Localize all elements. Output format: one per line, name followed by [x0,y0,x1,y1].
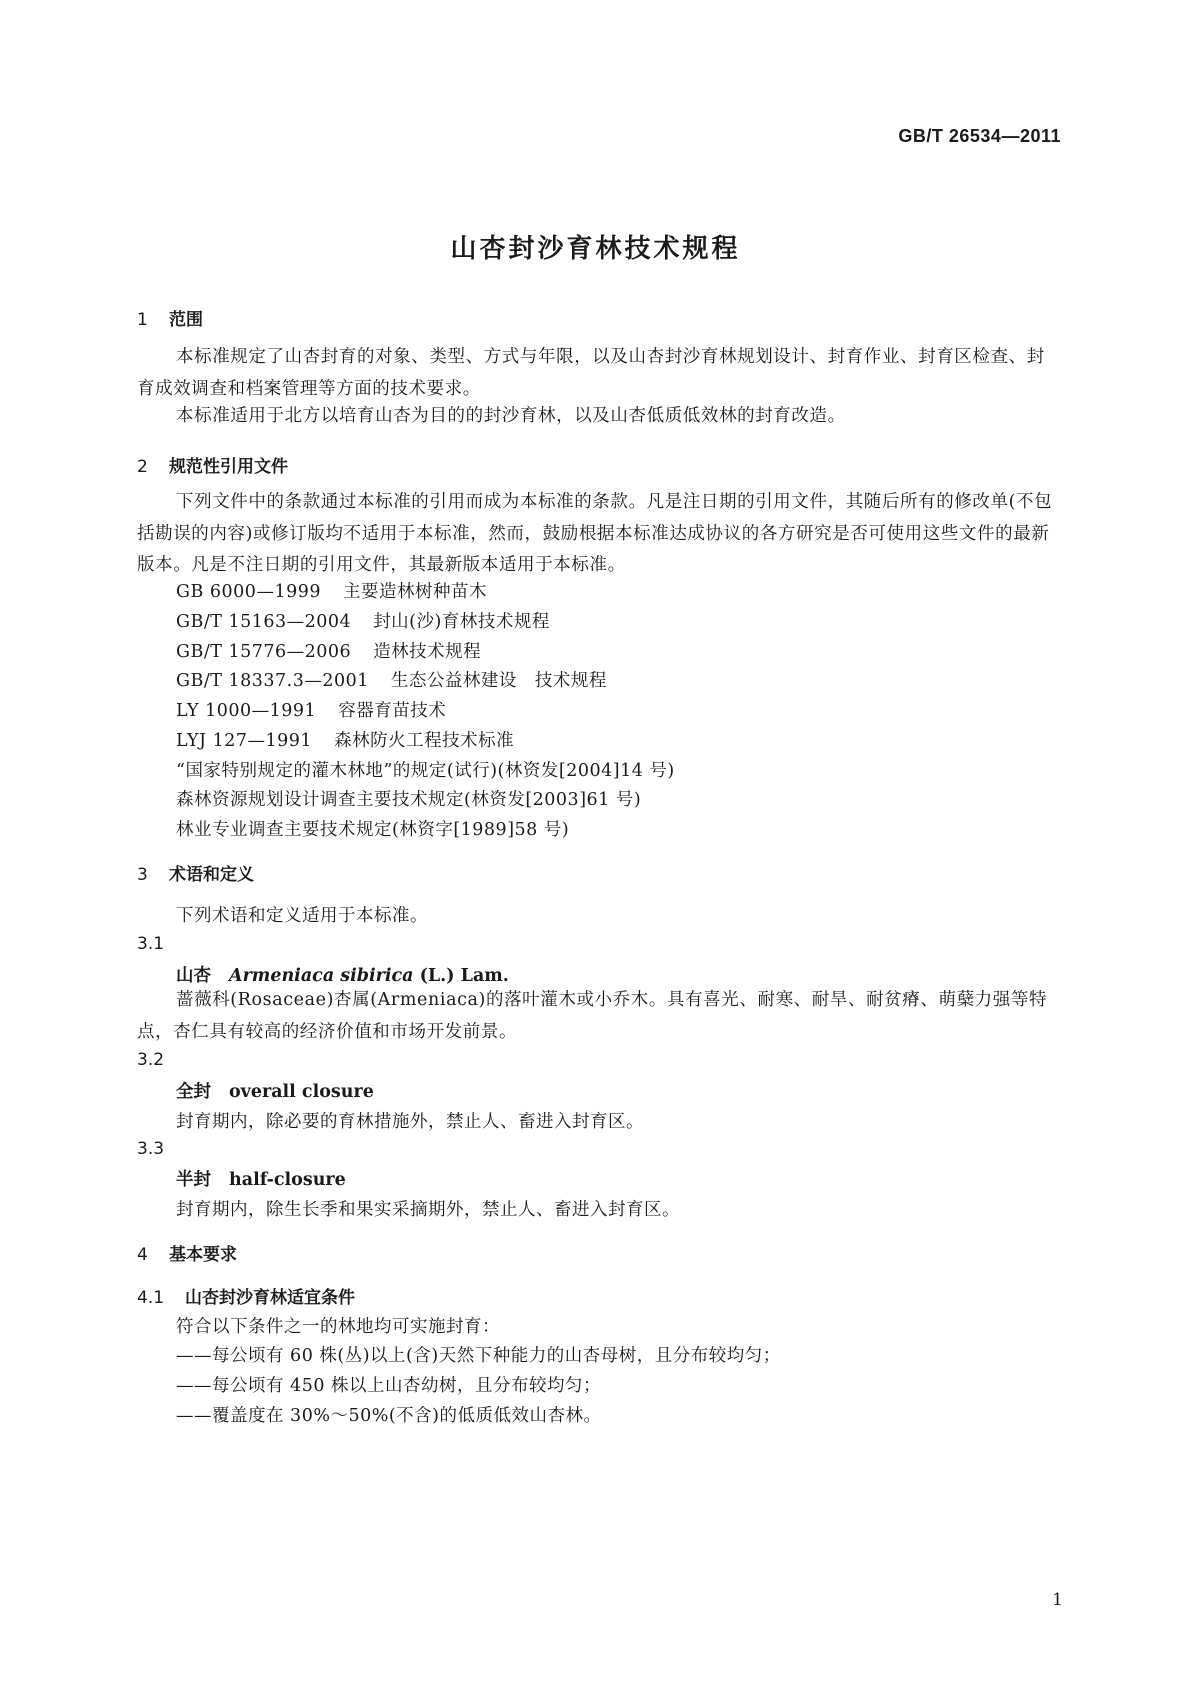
reference-title: 封山(沙)育林技术规程 [373,612,550,632]
reference-code: LY 1000—1991 [176,701,317,721]
reference-item: 林业专业调查主要技术规定(林资字[1989]58 号) [176,820,570,840]
page-number: 1 [1052,1590,1063,1610]
section-1-heading [137,305,203,330]
term-chinese: 半封 [176,1170,211,1190]
section-4-heading [137,1240,237,1265]
reference-title: 造林技术规程 [373,642,482,662]
section-number: 2 [137,457,148,477]
references-intro: 下列文件中的条款通过本标准的引用而成为本标准的条款。凡是注日期的引用文件，其随后所有的修改单(不包括勘误的内容)或修订版均不适用于本标准，然而，鼓励根据本标准达成协议的各方研究是否可使用这些文件的最新版本。凡是不注日期的引用文件，其最新版本适用于本标准。 [137,492,1053,575]
reference-item [176,727,514,752]
section-2-heading [137,452,288,477]
section-3-heading [137,860,254,885]
reference-item: “国家特别规定的灌木林地”的规定(试行)(林资发[2004]14 号) [176,761,675,781]
standard-code: GB/T 26534—2011 [898,126,1061,146]
reference-title: 容器育苗技术 [338,701,447,721]
scope-paragraph-2: 本标准适用于北方以培育山杏为目的的封沙育林，以及山杏低质低效林的封育改造。 [176,406,846,426]
reference-item: 森林资源规划设计调查主要技术规定(林资发[2003]61 号) [176,790,642,810]
section-number: 1 [137,310,148,330]
section-title: 基本要求 [169,1245,237,1265]
reference-code: LYJ 127—1991 [176,731,313,751]
term-chinese: 山杏 [176,966,211,986]
term-definition: 蔷薇科(Rosaceae)杏属(Armeniaca)的落叶灌木或小乔木。具有喜光、耐寒、耐旱、耐贫瘠、萌蘖力强等特点，杏仁具有较高的经济价值和市场开发前景。 [137,990,1048,1042]
list-item: ——每公顷有 450 株以上山杏幼树，且分布较均匀； [176,1376,602,1396]
reference-title: 森林防火工程技术标准 [334,731,515,751]
scope-paragraph-1: 本标准规定了山杏封育的对象、类型、方式与年限，以及山杏封沙育林规划设计、封育作业、封育区检查、封育成效调查和档案管理等方面的技术要求。 [137,347,1045,399]
subsection-number: 4.1 [137,1288,165,1308]
term-entry [176,1166,346,1191]
reference-code: GB/T 15163—2004 [176,612,352,632]
term-english: overall closure [229,1082,374,1102]
reference-item [176,697,446,722]
reference-item [176,578,487,603]
term-number: 3.1 [137,934,165,954]
term-english [229,966,509,986]
reference-item [176,608,550,633]
terms-intro: 下列术语和定义适用于本标准。 [176,906,428,926]
list-item: ——每公顷有 60 株(丛)以上(含)天然下种能力的山杏母树，且分布较均匀； [176,1346,781,1366]
reference-title: 生态公益林建设 技术规程 [390,671,607,691]
document-title: 山杏封沙育林技术规程 [450,234,741,264]
reference-code: GB/T 18337.3—2001 [176,671,369,691]
subsection-4-1-heading [137,1283,355,1308]
term-definition: 封育期内，除生长季和果实采摘期外，禁止人、畜进入封育区。 [176,1200,680,1220]
term-chinese: 全封 [176,1082,211,1102]
section-title: 范围 [169,310,203,330]
term-entry [176,1078,374,1103]
term-number: 3.2 [137,1050,165,1070]
term-number: 3.3 [137,1139,165,1159]
term-authority: (L.) Lam. [413,966,509,986]
term-latin-name: Armeniaca sibirica [229,966,414,986]
term-definition: 封育期内，除必要的育林措施外，禁止人、畜进入封育区。 [176,1112,644,1132]
reference-item [176,667,607,692]
reference-code: GB 6000—1999 [176,582,321,602]
section-title: 规范性引用文件 [169,457,288,477]
reference-title: 主要造林树种苗木 [342,582,487,602]
term-english: half-closure [229,1170,346,1190]
conditions-intro: 符合以下条件之一的林地均可实施封育： [176,1317,500,1337]
list-item: ——覆盖度在 30%～50%(不含)的低质低效山杏林。 [176,1406,602,1426]
section-title: 术语和定义 [169,865,254,885]
section-number: 4 [137,1245,148,1265]
subsection-title: 山杏封沙育林适宜条件 [185,1288,355,1308]
reference-code: GB/T 15776—2006 [176,642,352,662]
section-number: 3 [137,865,148,885]
term-entry [176,962,509,987]
reference-item [176,638,481,663]
